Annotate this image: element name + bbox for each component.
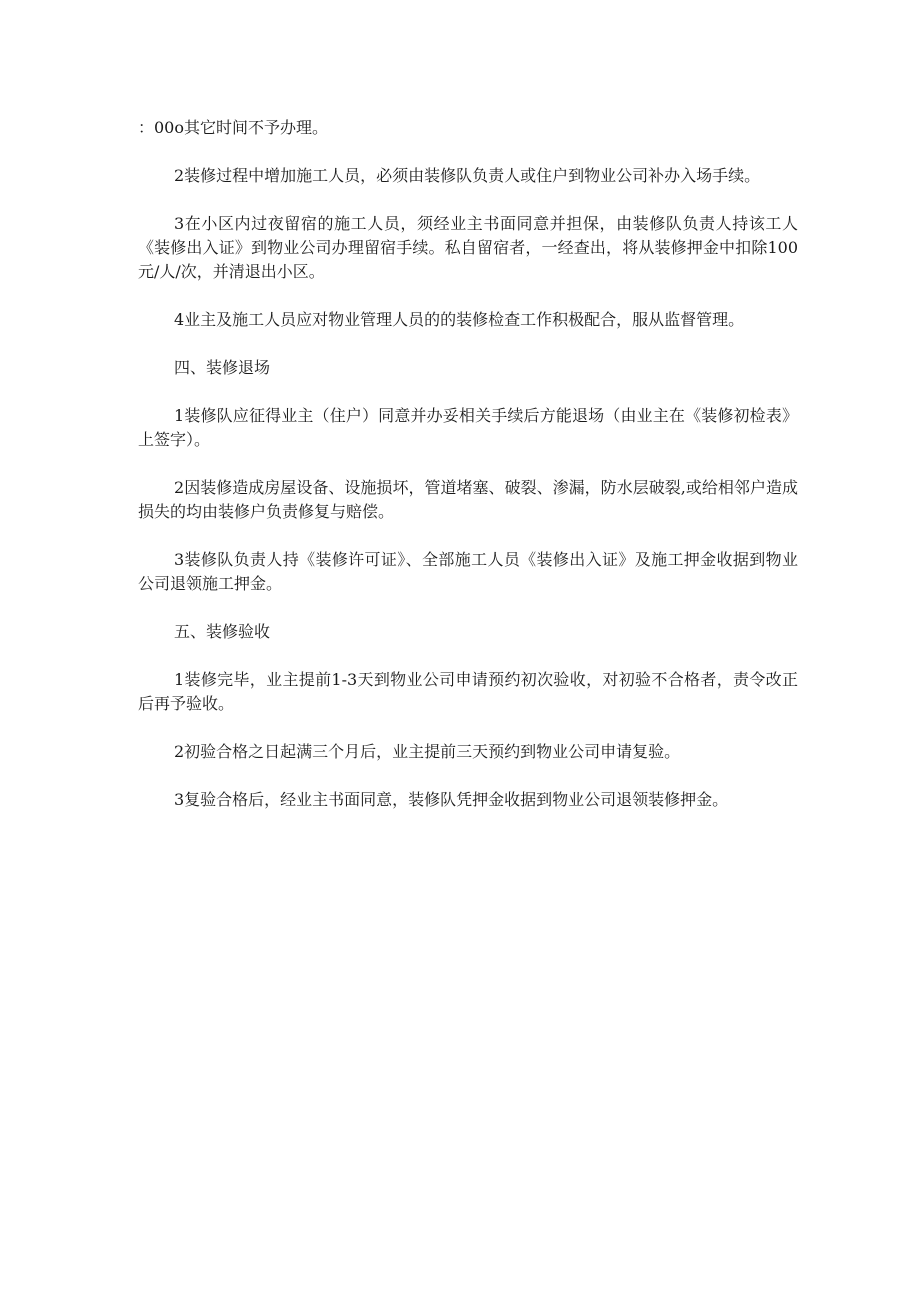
- paragraph-cooperate-inspection: 4业主及施工人员应对物业管理人员的的装修检查工作积极配合，服从监督管理。: [174, 310, 745, 329]
- paragraph-reinspection: 2初验合格之日起满三个月后，业主提前三天预约到物业公司申请复验。: [174, 742, 681, 761]
- section-heading-exit: 四、装修退场: [174, 358, 271, 377]
- paragraph-exit-consent: 1装修队应征得业主（住户）同意并办妥相关手续后方能退场（由业主在《装修初检表》上签字）。: [138, 406, 798, 449]
- paragraph-add-workers: 2装修过程中增加施工人员，必须由装修队负责人或住户到物业公司补办入场手续。: [174, 166, 761, 185]
- paragraph-office-hours: ：00o其它时间不予办理。: [138, 118, 328, 137]
- document-body: [138, 116, 798, 836]
- paragraph-final-refund: 3复验合格后，经业主书面同意，装修队凭押金收据到物业公司退领装修押金。: [174, 790, 729, 809]
- paragraph-damage-liability: 2因装修造成房屋设备、设施损坏，管道堵塞、破裂、渗漏，防水层破裂,或给相邻户造成损失的均由装修户负责修复与赔偿。: [138, 478, 798, 521]
- section-heading-acceptance: 五、装修验收: [174, 622, 271, 641]
- paragraph-overnight-stay: 3在小区内过夜留宿的施工人员，须经业主书面同意并担保，由装修队负责人持该工人《装修出入证》到物业公司办理留宿手续。私自留宿者，一经查出，将从装修押金中扣除100元/人/次，并清退出小区。: [138, 214, 798, 281]
- paragraph-initial-inspection: 1装修完毕，业主提前1-3天到物业公司申请预约初次验收，对初验不合格者，责令改正后再予验收。: [138, 670, 798, 713]
- paragraph-deposit-refund: 3装修队负责人持《装修许可证》、全部施工人员《装修出入证》及施工押金收据到物业公司退领施工押金。: [138, 550, 798, 593]
